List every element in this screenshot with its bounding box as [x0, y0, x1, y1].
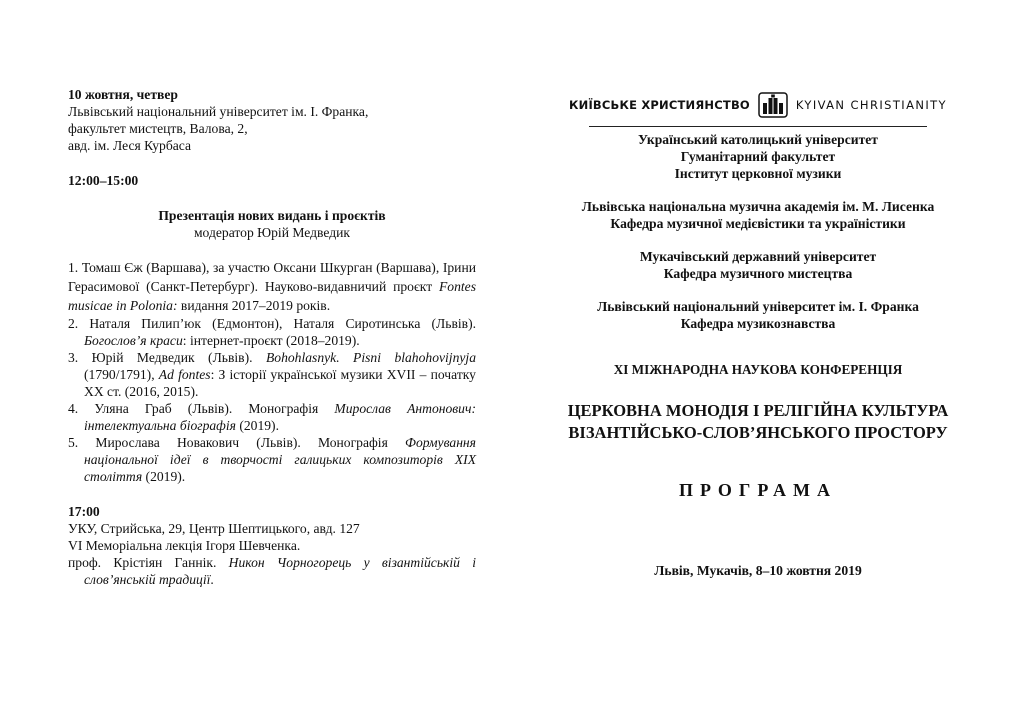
- program-heading: ПРОГРАМА: [678, 480, 838, 500]
- right-column: [552, 92, 964, 579]
- logo-ua-text: КИЇВСЬКЕ ХРИСТИЯНСТВО: [569, 98, 750, 112]
- left-column: [68, 86, 476, 588]
- moderator: модератор Юрій Медведик: [193, 225, 351, 240]
- institution-line: Гуманітарний факультет: [680, 149, 836, 164]
- place-date: Львів, Мукачів, 8–10 жовтня 2019: [654, 563, 862, 578]
- institution-line: Український католицький університет: [638, 132, 878, 147]
- venue-2: УКУ, Стрийська, 29, Центр Шептицького, авд. 127: [68, 521, 360, 536]
- conference-heading: ХІ МІЖНАРОДНА НАУКОВА КОНФЕРЕНЦІЯ: [613, 362, 903, 377]
- session-time-2: 17:00: [68, 504, 100, 519]
- venue-line-3: авд. ім. Леся Курбаса: [68, 138, 192, 153]
- institution-line: Мукачівський державний університет: [639, 249, 877, 264]
- lecture-title: VI Меморіальна лекція Ігоря Шевченка.: [68, 538, 301, 553]
- lecture-speaker: проф. Крістіян Ганнік. Никон Чорногорець у візантійській і слов’янській традиції.: [68, 555, 476, 587]
- conference-title-line-1: ЦЕРКОВНА МОНОДІЯ І РЕЛІГІЙНА КУЛЬТУРА: [567, 401, 949, 420]
- institution-line: Кафедра музичного мистецтва: [663, 266, 853, 281]
- day-heading: 10 жовтня, четвер: [68, 87, 178, 102]
- list-item: 1. Томаш Єж (Варшава), за участю Оксани Шкурган (Варшава), Ірини Герасимової (Санкт-Петербург). Науково-видавничий проєкт Fontes musicae in Polonia: видання 2017–2019 років.: [68, 260, 476, 313]
- institution-line: Львівська національна музична академія ім. М. Лисенка: [581, 199, 935, 214]
- church-icon: [758, 92, 788, 118]
- institution-line: Кафедра музичної медієвістики та україністики: [610, 216, 906, 231]
- conference-title-line-2: ВІЗАНТІЙСЬКО-СЛОВ’ЯНСЬКОГО ПРОСТОРУ: [568, 423, 948, 442]
- list-item: 3. Юрій Медведик (Львів). Bohohlasnyk. Pisni blahohovijnyja (1790/1791), Ad fontes: З історії української музики XVII – початку XX ст. (2016, 2015).: [68, 350, 476, 399]
- venue-line-2: факультет мистецтв, Валова, 2,: [68, 121, 248, 136]
- session-time-1: 12:00–15:00: [68, 173, 139, 188]
- institution-line: Кафедра музикознавства: [680, 316, 836, 331]
- logo-en-text: KYIVAN CHRISTIANITY: [795, 98, 947, 112]
- list-item: 2. Наталя Пилип’юк (Едмонтон), Наталя Сиротинська (Львів). Богослов’я краси: інтернет-проєкт (2018–2019).: [68, 316, 476, 348]
- venue-line-1: Львівський національний університет ім. І. Франка,: [68, 104, 369, 119]
- kyivan-christianity-logo: [552, 92, 964, 118]
- list-item: 4. Уляна Граб (Львів). Монографія Мирослав Антонович: інтелектуальна біографія (2019).: [68, 401, 476, 433]
- institution-line: Львівський національний університет ім. І. Франка: [597, 299, 919, 314]
- list-item: 5. Мирослава Новакович (Львів). Монографія Формування національної ідеї в творчості галицьких композиторів XIX століття (2019).: [68, 435, 476, 484]
- divider: [589, 126, 927, 127]
- institution-line: Інститут церковної музики: [674, 166, 842, 181]
- session-title: Презентація нових видань і проєктів: [158, 208, 386, 223]
